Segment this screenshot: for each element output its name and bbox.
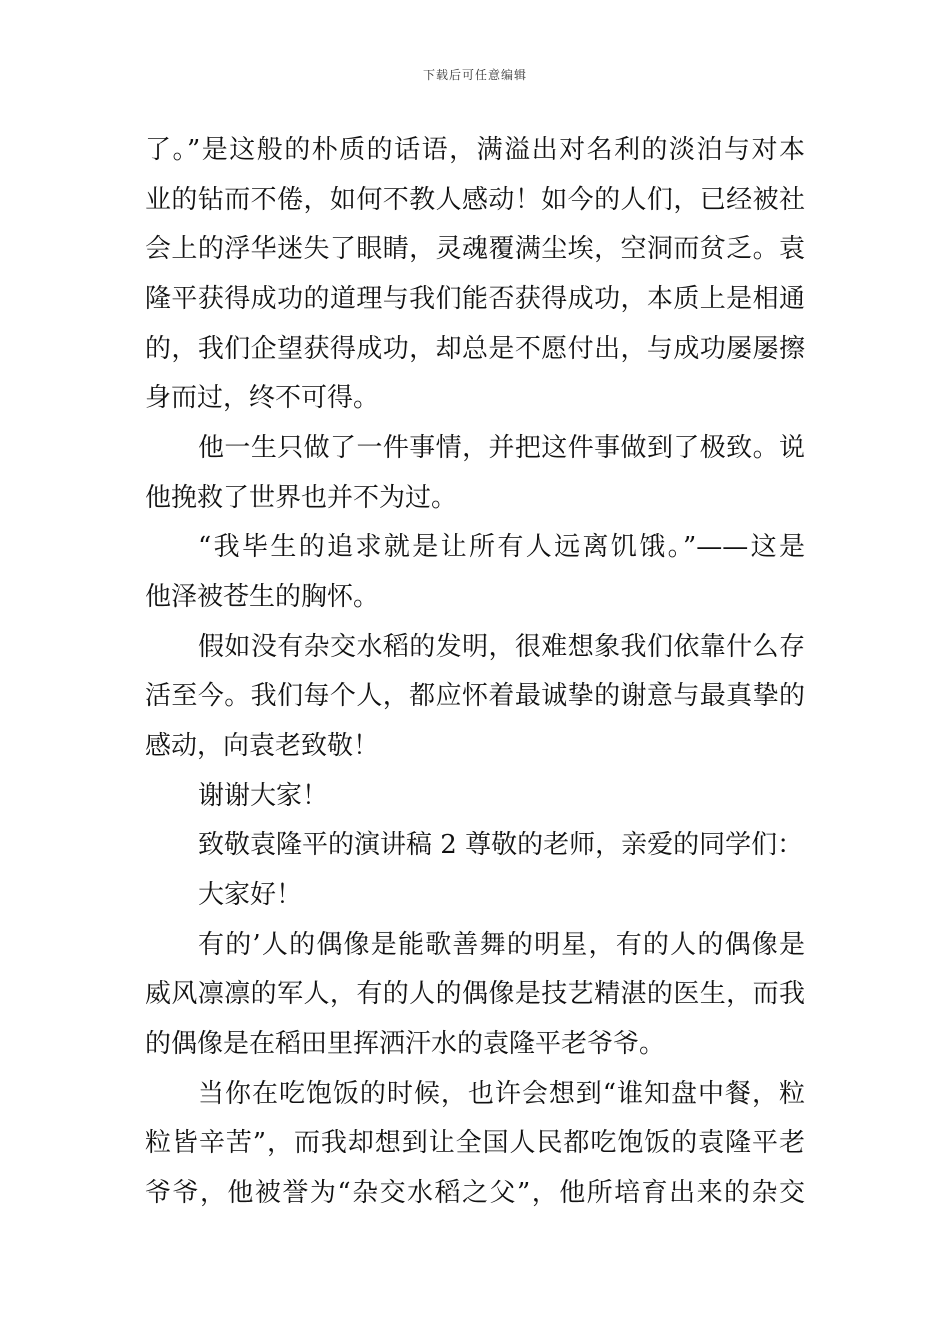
text-line: 他泽被苍生的胸怀。 bbox=[145, 582, 380, 612]
text-line: 大家好！ bbox=[198, 880, 303, 910]
text-line: 假如没有杂交水稻的发明，很难想象我们依靠什么存 bbox=[198, 632, 805, 662]
text-line: “我毕生的追求就是让所有人远离饥饿。”——这是 bbox=[198, 532, 805, 562]
text-line: 他挽救了世界也并不为过。 bbox=[145, 483, 458, 513]
text-line: 活至今。我们每个人，都应怀着最诚挚的谢意与最真挚的 bbox=[145, 681, 805, 711]
text-line: 爷爷，他被誉为“杂交水稻之父”，他所培育出来的杂交 bbox=[145, 1178, 805, 1208]
text-line: 粒皆辛苦”，而我却想到让全国人民都吃饱饭的袁隆平老 bbox=[145, 1128, 805, 1158]
text-line: 威风凛凛的军人，有的人的偶像是技艺精湛的医生，而我 bbox=[145, 979, 805, 1009]
text-line: 了。”是这般的朴质的话语，满溢出对名利的淡泊与对本 bbox=[145, 135, 805, 165]
text-line: 的，我们企望获得成功，却总是不愿付出，与成功屡屡擦 bbox=[145, 334, 805, 364]
text-line: 致敬袁隆平的演讲稿 2 尊敬的老师，亲爱的同学们： bbox=[198, 830, 804, 860]
text-line: 感动，向袁老致敬！ bbox=[145, 731, 380, 761]
page-header: 下载后可任意编辑 bbox=[422, 68, 527, 82]
text-line: 谢谢大家！ bbox=[198, 781, 329, 811]
text-line: 当你在吃饱饭的时候，也许会想到“谁知盘中餐，粒 bbox=[198, 1079, 805, 1109]
text-line: 的偶像是在稻田里挥洒汗水的袁隆平老爷爷。 bbox=[145, 1029, 666, 1059]
text-line: 身而过，终不可得。 bbox=[145, 383, 380, 413]
text-line: 有的’人的偶像是能歌善舞的明星，有的人的偶像是 bbox=[198, 930, 805, 960]
text-line: 会上的浮华迷失了眼睛，灵魂覆满尘埃，空洞而贫乏。袁 bbox=[145, 234, 805, 264]
text-line: 业的钻而不倦，如何不教人感动！如今的人们，已经被社 bbox=[145, 185, 805, 215]
text-line: 他一生只做了一件事情，并把这件事做到了极致。说 bbox=[198, 433, 805, 463]
text-line: 隆平获得成功的道理与我们能否获得成功，本质上是相通 bbox=[145, 284, 805, 314]
